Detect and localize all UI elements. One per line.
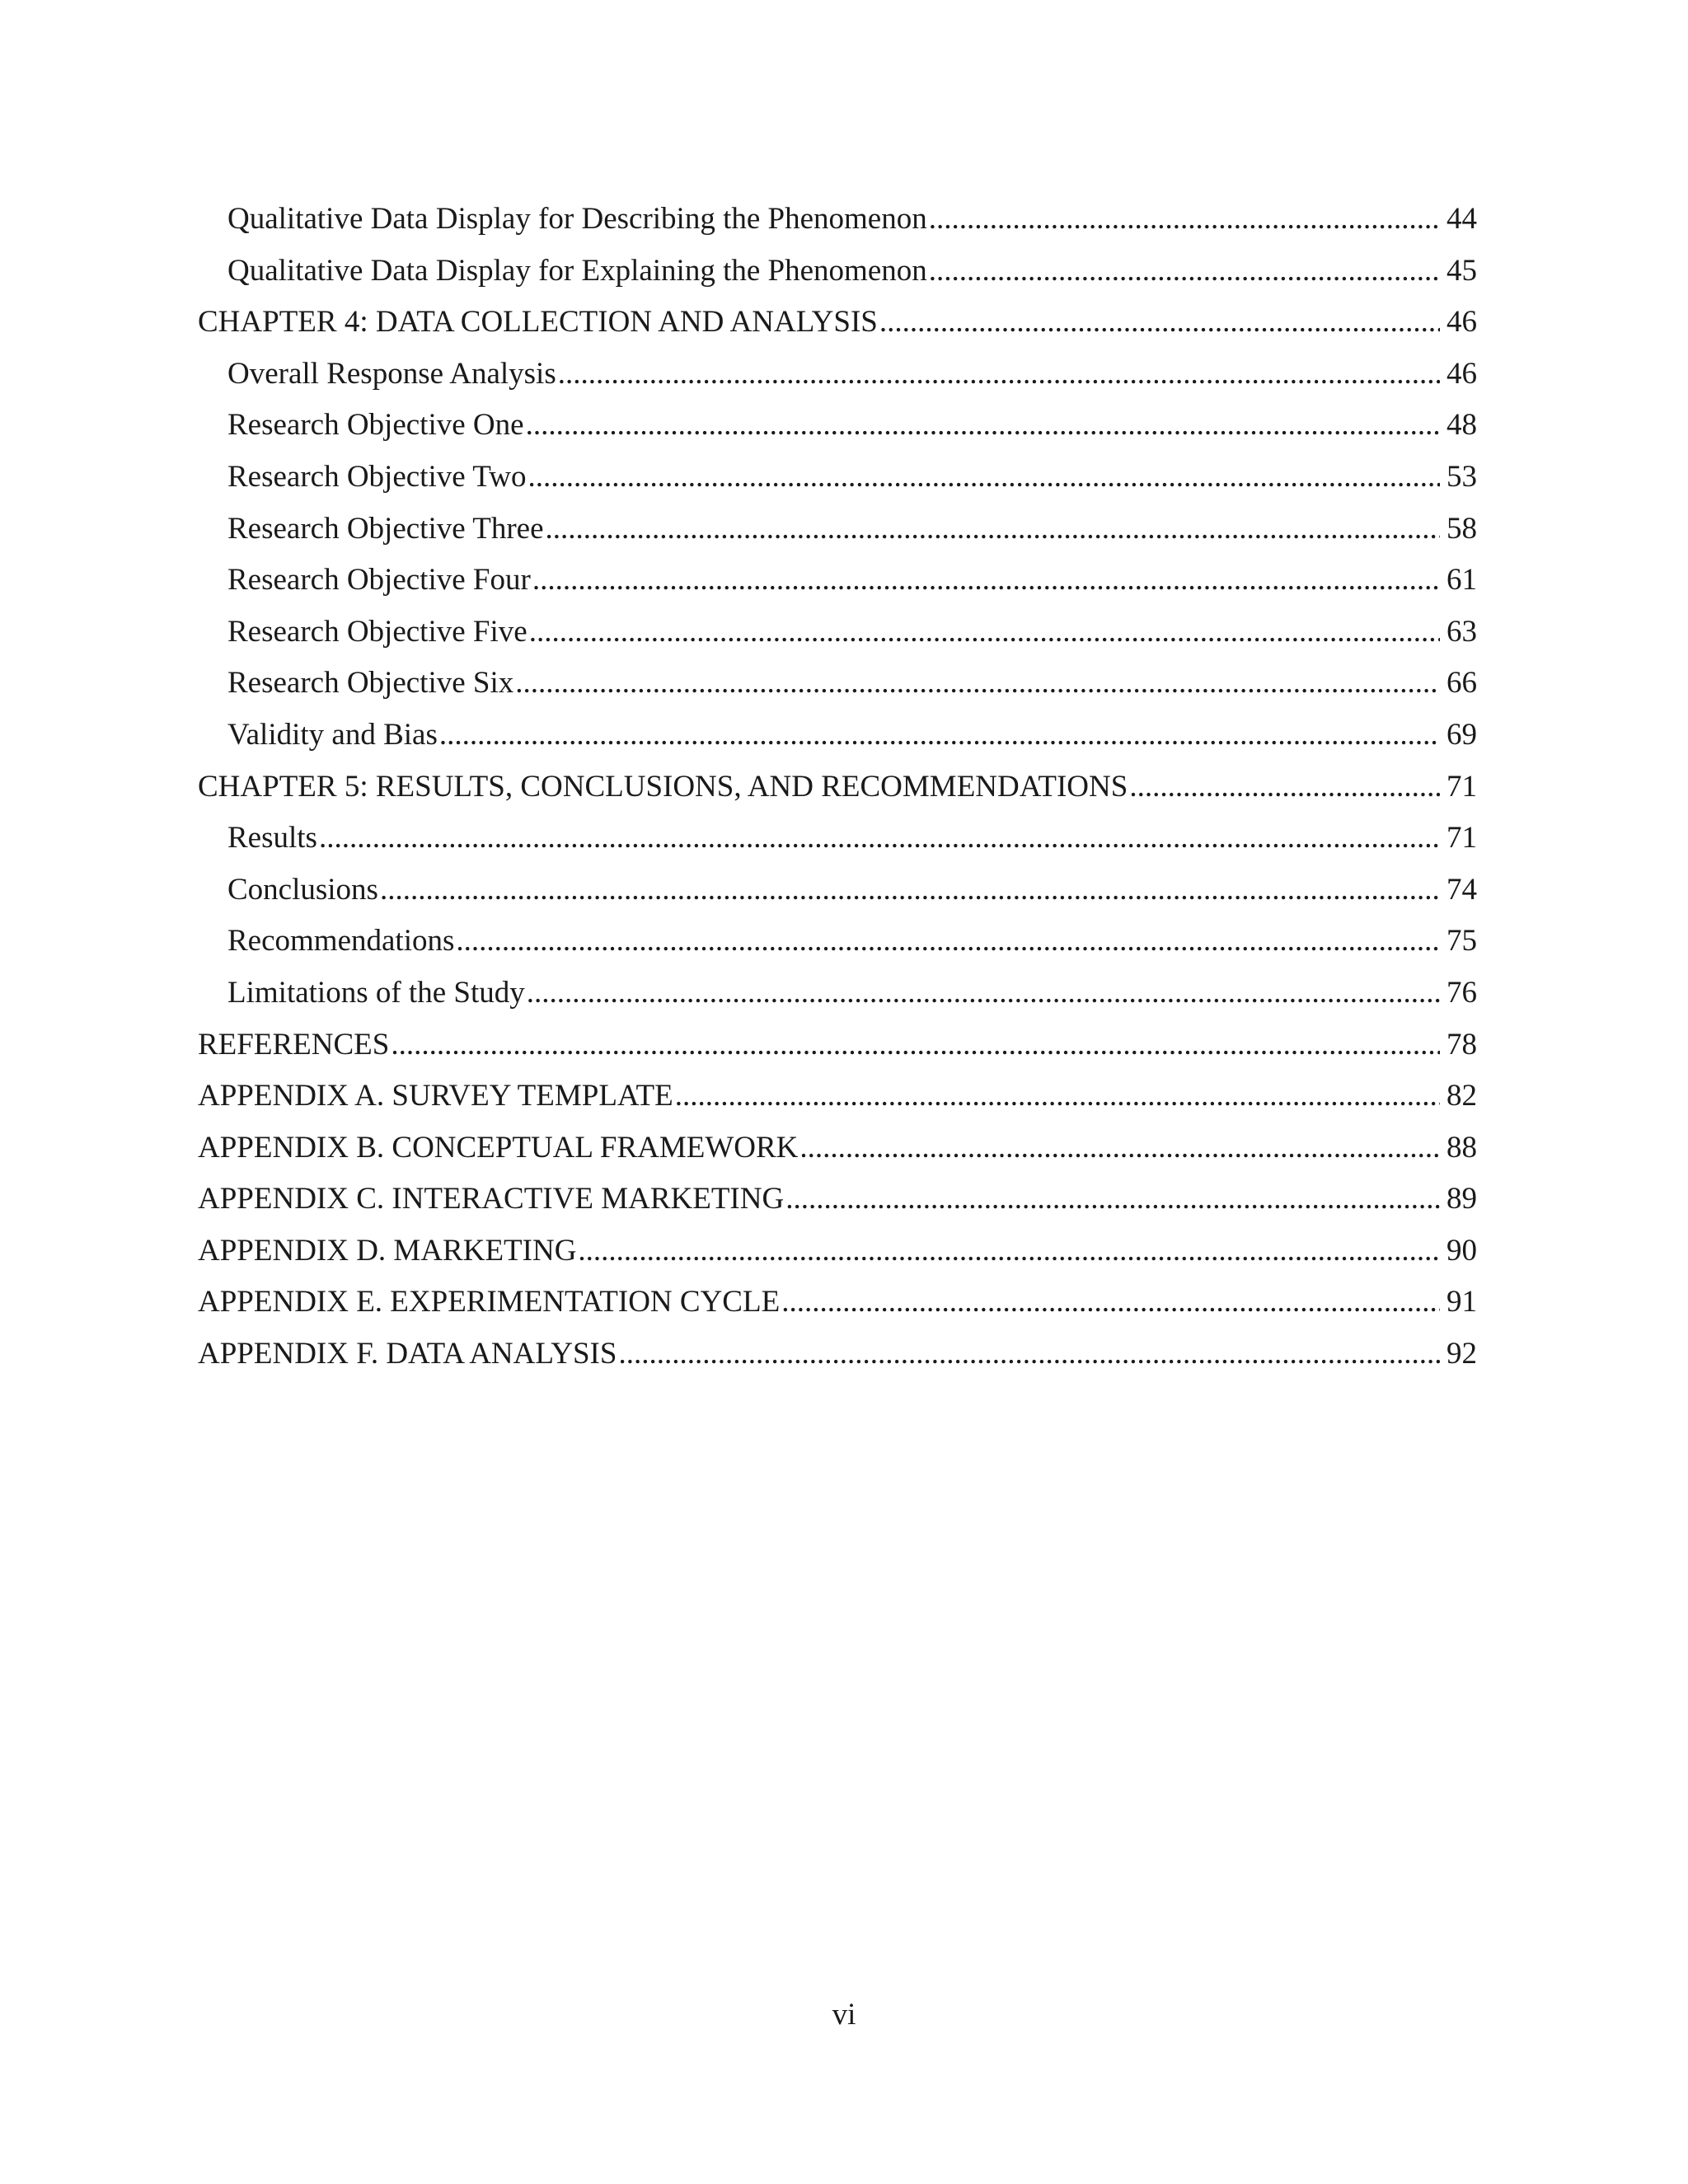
toc-entry	[198, 1329, 1477, 1380]
toc-dot-leader	[439, 710, 1440, 762]
toc-entry-title: Conclusions	[227, 872, 378, 907]
toc-dot-leader	[456, 916, 1440, 968]
toc-entry	[198, 1122, 1477, 1174]
toc-dot-leader	[526, 400, 1440, 452]
toc-entry	[198, 968, 1477, 1019]
toc-entry	[198, 658, 1477, 710]
toc-entry	[198, 710, 1477, 762]
toc-dot-leader	[929, 246, 1440, 298]
toc-entry	[198, 555, 1477, 607]
toc-dot-leader	[799, 1122, 1440, 1174]
toc-entry	[198, 400, 1477, 452]
toc-dot-leader	[558, 349, 1440, 401]
toc-entry-page-number: 45	[1447, 253, 1477, 288]
toc-entry	[198, 762, 1477, 813]
toc-dot-leader	[529, 607, 1440, 658]
toc-entry-title: Overall Response Analysis	[227, 356, 556, 391]
toc-entry-page-number: 58	[1447, 511, 1477, 546]
toc-entry	[198, 813, 1477, 865]
toc-entry-page-number: 88	[1447, 1130, 1477, 1165]
toc-entry-title: Qualitative Data Display for Describing the Phenomenon	[227, 202, 927, 236]
toc-entry-title: Research Objective Two	[227, 459, 527, 494]
toc-dot-leader	[879, 297, 1440, 349]
toc-entry	[198, 194, 1477, 246]
toc-entry	[198, 349, 1477, 401]
toc-entry-page-number: 78	[1447, 1027, 1477, 1062]
toc-entry-page-number: 82	[1447, 1079, 1477, 1113]
toc-entry-title: Qualitative Data Display for Explaining the Phenomenon	[227, 253, 927, 288]
toc-entry-title: Validity and Bias	[227, 717, 438, 752]
toc-entry-page-number: 66	[1447, 666, 1477, 701]
toc-entry-page-number: 71	[1447, 821, 1477, 855]
toc-entry-title: APPENDIX B. CONCEPTUAL FRAMEWORK	[198, 1130, 799, 1165]
toc-entry	[198, 1277, 1477, 1329]
toc-dot-leader	[532, 555, 1440, 607]
toc-entry-page-number: 46	[1447, 305, 1477, 340]
toc-entry-title: Limitations of the Study	[227, 975, 525, 1010]
toc-dot-leader	[515, 658, 1440, 710]
toc-dot-leader	[929, 194, 1440, 246]
toc-entry-title: APPENDIX E. EXPERIMENTATION CYCLE	[198, 1285, 781, 1319]
toc-entry	[198, 607, 1477, 658]
toc-entry	[198, 452, 1477, 504]
toc-entry-page-number: 44	[1447, 202, 1477, 236]
toc-dot-leader	[781, 1277, 1440, 1329]
toc-entry-page-number: 74	[1447, 872, 1477, 907]
toc-entry-page-number: 63	[1447, 614, 1477, 649]
toc-dot-leader	[527, 968, 1440, 1019]
toc-entry-page-number: 89	[1447, 1182, 1477, 1216]
toc-entry-title: Research Objective Three	[227, 511, 544, 546]
toc-entry-page-number: 71	[1447, 769, 1477, 804]
toc-dot-leader	[319, 813, 1440, 865]
toc-dot-leader	[1129, 762, 1440, 813]
table-of-contents	[198, 194, 1477, 1380]
toc-entry-page-number: 61	[1447, 563, 1477, 598]
toc-entry-title: Research Objective Four	[227, 563, 531, 598]
toc-entry	[198, 297, 1477, 349]
toc-entry-page-number: 53	[1447, 459, 1477, 494]
toc-entry-title: Research Objective Six	[227, 666, 514, 701]
toc-dot-leader	[618, 1329, 1440, 1380]
toc-entry	[198, 1226, 1477, 1277]
toc-entry-title: REFERENCES	[198, 1027, 390, 1062]
toc-entry	[198, 916, 1477, 968]
toc-entry-title: CHAPTER 4: DATA COLLECTION AND ANALYSIS	[198, 305, 878, 340]
page-number: vi	[832, 1998, 856, 2032]
toc-dot-leader	[391, 1019, 1440, 1071]
toc-dot-leader	[578, 1226, 1440, 1277]
toc-entry-title: Research Objective One	[227, 408, 524, 443]
toc-dot-leader	[380, 865, 1440, 916]
toc-dot-leader	[675, 1071, 1440, 1122]
toc-dot-leader	[546, 504, 1440, 555]
toc-entry-title: CHAPTER 5: RESULTS, CONCLUSIONS, AND RECOMMENDATIONS	[198, 769, 1128, 804]
toc-entry-title: Results	[227, 821, 317, 855]
toc-entry-page-number: 76	[1447, 975, 1477, 1010]
toc-entry-page-number: 75	[1447, 924, 1477, 958]
toc-entry-title: Recommendations	[227, 924, 455, 958]
toc-entry-page-number: 48	[1447, 408, 1477, 443]
toc-entry-title: APPENDIX F. DATA ANALYSIS	[198, 1337, 617, 1371]
toc-entry	[198, 246, 1477, 298]
toc-dot-leader	[528, 452, 1440, 504]
toc-entry-title: APPENDIX A. SURVEY TEMPLATE	[198, 1079, 673, 1113]
toc-entry-title: APPENDIX C. INTERACTIVE MARKETING	[198, 1182, 785, 1216]
toc-entry	[198, 1019, 1477, 1071]
toc-entry	[198, 504, 1477, 555]
toc-entry-page-number: 91	[1447, 1285, 1477, 1319]
toc-entry-title: APPENDIX D. MARKETING	[198, 1233, 577, 1268]
toc-entry	[198, 865, 1477, 916]
toc-entry	[198, 1174, 1477, 1226]
toc-entry-page-number: 69	[1447, 717, 1477, 752]
toc-entry-page-number: 90	[1447, 1233, 1477, 1268]
toc-entry-page-number: 92	[1447, 1337, 1477, 1371]
toc-entry-page-number: 46	[1447, 356, 1477, 391]
toc-entry-title: Research Objective Five	[227, 614, 528, 649]
toc-entry	[198, 1071, 1477, 1122]
toc-dot-leader	[785, 1174, 1440, 1226]
